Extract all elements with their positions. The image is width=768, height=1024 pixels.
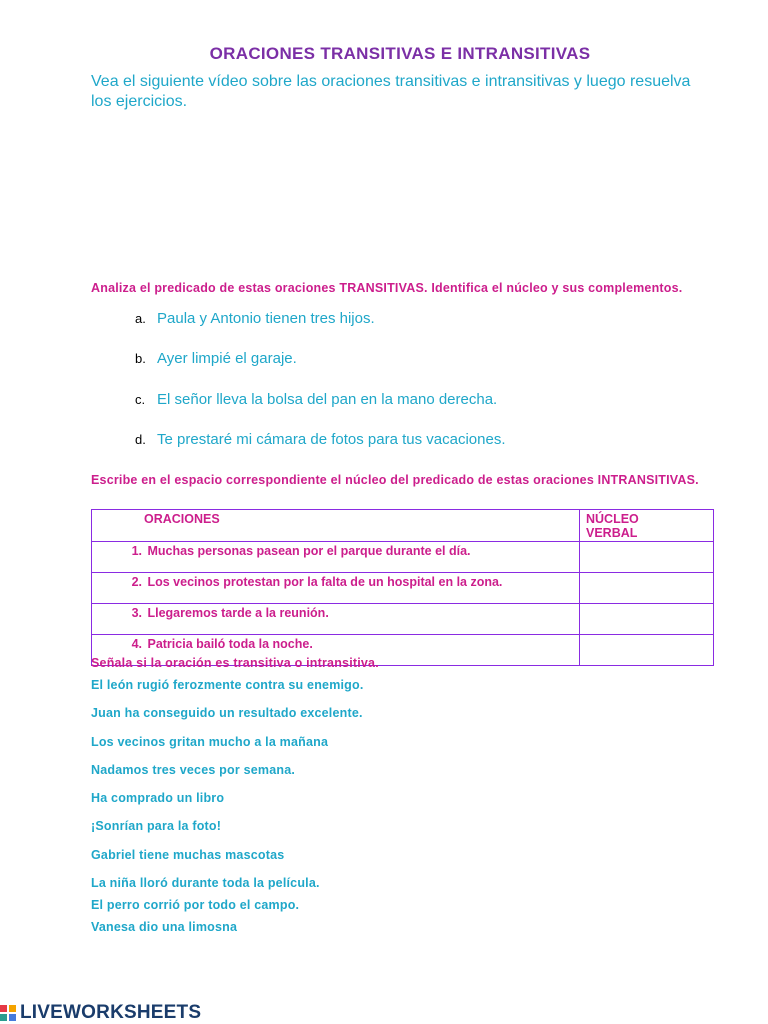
liveworksheets-logo-icon [0,1005,16,1021]
example-label: a. [135,311,146,326]
answer-cell[interactable] [580,573,714,604]
intransitive-table [91,509,714,666]
row-sentence: Muchas personas pasean por el parque durante el día. [147,544,471,558]
sentence-cell [92,573,580,604]
row-number: 1. [131,544,142,558]
answer-cell[interactable] [580,542,714,573]
row-sentence: Patricia bailó toda la noche. [147,637,313,651]
sentence-cell [92,542,580,573]
row-sentence: Llegaremos tarde a la reunión. [147,606,329,620]
sentence-item: Los vecinos gritan mucho a la mañana [91,735,329,749]
table-row [92,542,714,573]
example-label: c. [135,392,146,407]
example-text: Ayer limpié el garaje. [157,350,297,367]
example-text: Te prestaré mi cámara de fotos para tus vacaciones. [157,431,506,448]
section3-instruction: Señala si la oración es transitiva o intransitiva. [91,656,379,670]
table-row [92,604,714,635]
logo-text: LIVEWORKSHEETS [20,1002,202,1023]
row-number: 3. [131,606,142,620]
section2-instruction: Escribe en el espacio correspondiente el núcleo del predicado de estas oraciones INTRANSITIVAS. [91,473,699,487]
example-text: El señor lleva la bolsa del pan en la mano derecha. [157,391,498,408]
example-label: b. [135,351,146,366]
sentence-item: Gabriel tiene muchas mascotas [91,848,285,862]
sentence-item: El león rugió ferozmente contra su enemigo. [91,678,364,692]
sentence-item: Vanesa dio una limosna [91,920,238,934]
answer-cell[interactable] [580,635,714,666]
sentence-item: Ha comprado un libro [91,791,225,805]
header-nucleo-label: NÚCLEO VERBAL [586,512,639,540]
example-c [135,391,497,408]
row-number: 4. [131,637,142,651]
example-b [135,350,297,367]
example-text: Paula y Antonio tienen tres hijos. [157,310,375,327]
section1-instruction: Analiza el predicado de estas oraciones TRANSITIVAS. Identifica el núcleo y sus complementos. [91,281,683,295]
liveworksheets-logo[interactable] [0,1002,201,1024]
table-row [92,573,714,604]
intro-text: Vea el siguiente vídeo sobre las oraciones transitivas e intransitivas y luego resuelva los ejercicios. [91,73,691,110]
page-title: ORACIONES TRANSITIVAS E INTRANSITIVAS [209,44,591,63]
sentence-item: El perro corrió por todo el campo. [91,898,300,912]
sentence-item: Nadamos tres veces por semana. [91,763,296,777]
header-oraciones-label: ORACIONES [144,512,220,526]
table-header-row [92,510,714,542]
header-oraciones [92,510,580,542]
example-label: d. [135,432,146,447]
sentence-item: La niña lloró durante toda la película. [91,876,320,890]
example-a [135,310,375,327]
example-d [135,431,506,448]
sentence-item: Juan ha conseguido un resultado excelente. [91,706,363,720]
header-nucleo [580,510,714,542]
row-number: 2. [131,575,142,589]
row-sentence: Los vecinos protestan por la falta de un hospital en la zona. [147,575,503,589]
sentence-cell [92,604,580,635]
sentence-item: ¡Sonrían para la foto! [91,819,222,833]
answer-cell[interactable] [580,604,714,635]
